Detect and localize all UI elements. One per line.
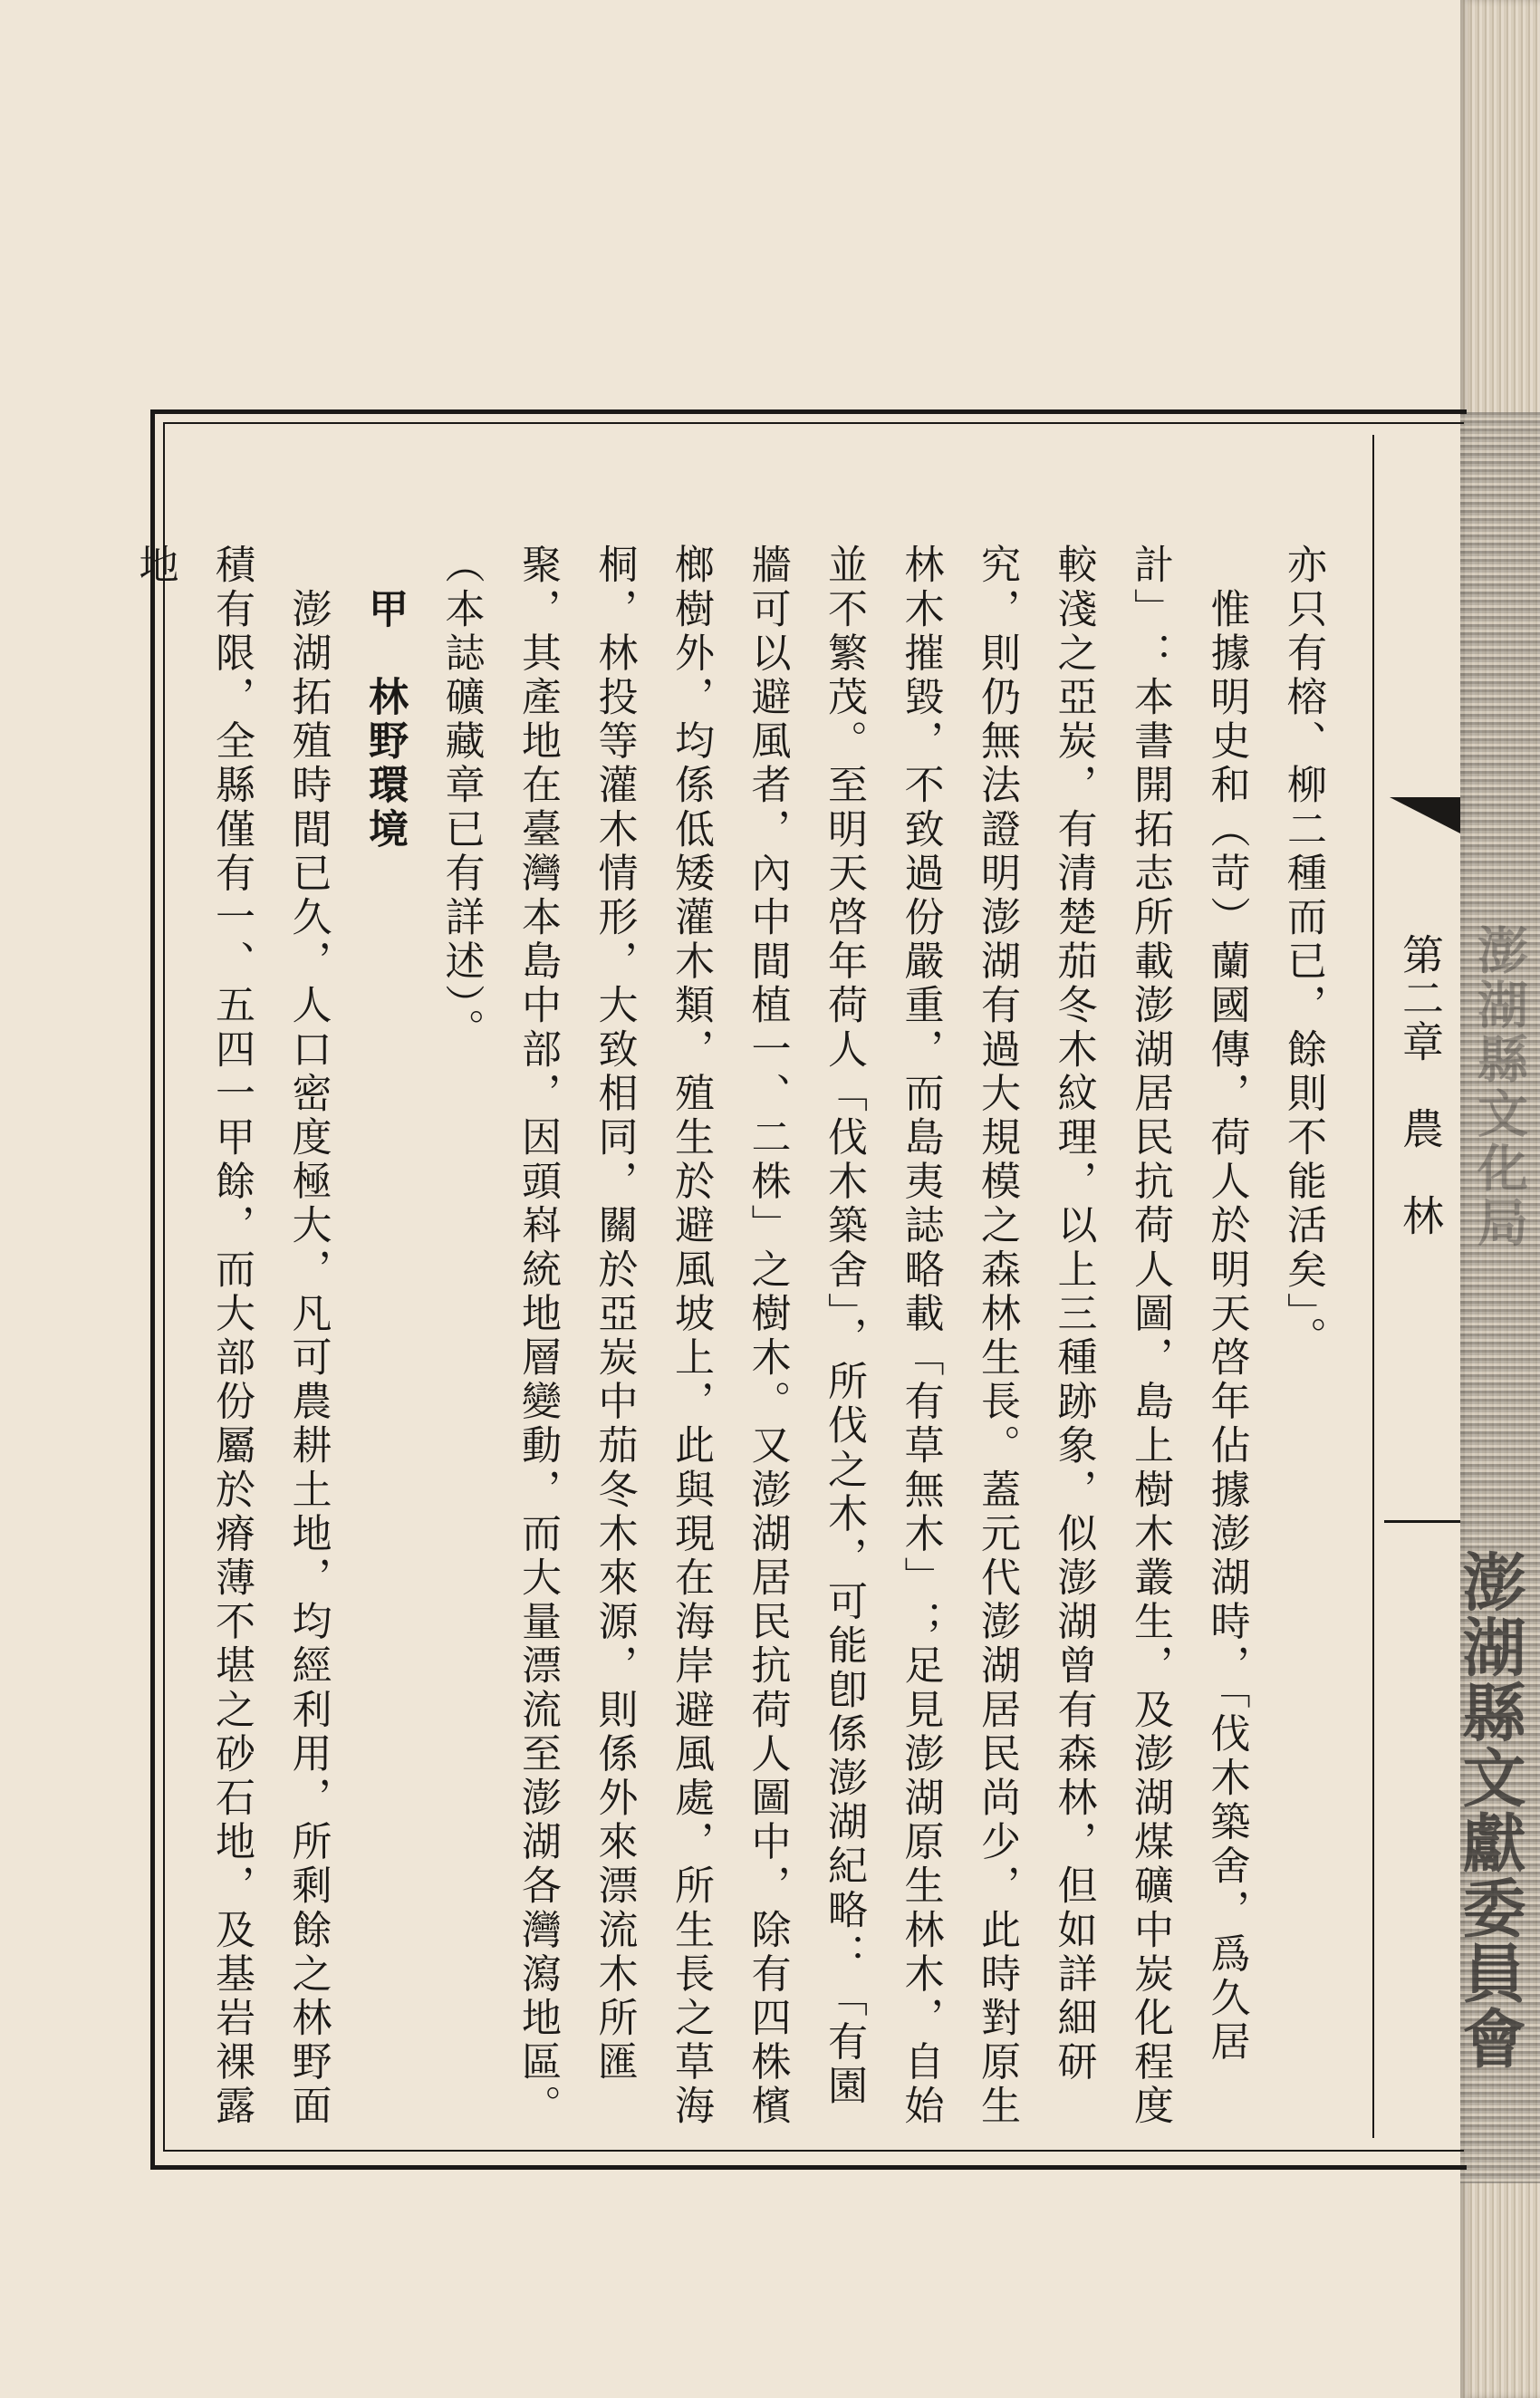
section-heading: 甲 林野環境 bbox=[361, 544, 408, 852]
header-wedge-mark bbox=[1390, 797, 1460, 833]
edge-imprint-top: 澎湖縣文化局 bbox=[1469, 924, 1529, 1250]
header-dash-rule bbox=[1384, 1520, 1460, 1523]
chapter-title: 第二章 農 林 bbox=[1396, 933, 1445, 1238]
edge-imprint-bottom: 澎湖縣文獻委員會 bbox=[1452, 1549, 1527, 2071]
body-text bbox=[131, 544, 1341, 2138]
header-divider-rule bbox=[1372, 435, 1374, 2138]
paragraph-3: 澎湖拓殖時間已久，人口密度極大，凡可農耕土地，均經利用，所剩餘之林野面積有限，全縣僅有一、五四一甲餘，而大部份屬於瘠薄不堪之砂石地，及基岩裸露地 bbox=[131, 544, 332, 2129]
paragraph-1: 亦只有榕、柳二種而已，餘則不能活矣」。 bbox=[1280, 544, 1326, 1361]
paragraph-2: 惟據明史和（苛）蘭國傳，荷人於明天啓年佔據澎湖時，「伐木築舍，爲久居計」：本書開拓志所載澎湖居民抗荷人圖，島上樹木叢生，及澎湖煤礦中炭化程度較淺之亞炭，有清楚茄冬木紋理，以上三種跡象，似澎湖曾有森林，但如詳細研究，則仍無法證明澎湖有過大規模之森林生長。蓋元代澎湖居民尚少，此時對原生林木摧毀，不致過份嚴重，而島夷誌略載「有草無木」；足見澎湖原生林木，自始並不繁茂。至明天啓年荷人「伐木築舍」，所伐之木，可能卽係澎湖紀略：「有園牆可以避風者，內中間植一、二株」之樹木。又澎湖居民抗荷人圖中，除有四株檳榔樹外，均係低矮灌木類，殖生於避風坡上，此與現在海岸避風處，所生長之草海桐，林投等灌木情形，大致相同，關於亞炭中茄冬木來源，則係外來漂流木所匯聚，其產地在臺灣本島中部，因頭嵙統地層變動，而大量漂流至澎湖各灣瀉地區。（本誌礦藏章已有詳述）。 bbox=[438, 544, 1250, 2129]
